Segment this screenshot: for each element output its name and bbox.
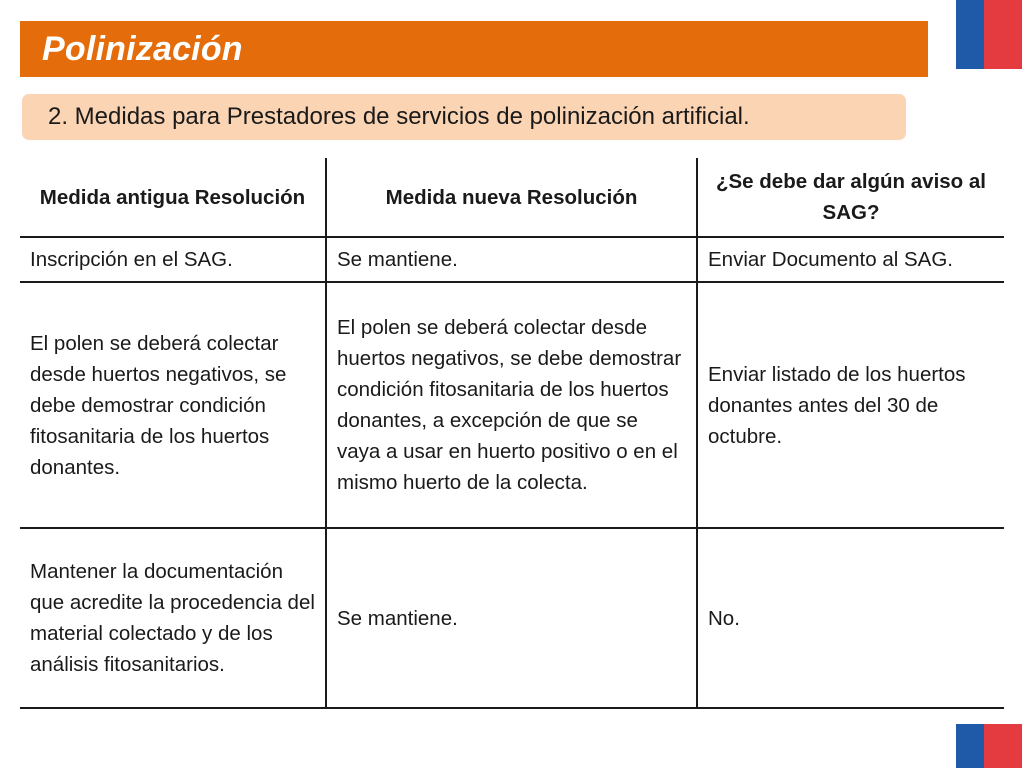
slide-title: Polinización bbox=[42, 29, 243, 68]
flag-mark-bottom bbox=[956, 724, 1022, 768]
table-row bbox=[20, 282, 1004, 528]
flag-blue-stripe bbox=[956, 0, 984, 69]
table-cell: No. bbox=[697, 528, 1004, 708]
table-header-row bbox=[20, 158, 1004, 237]
flag-blue-stripe bbox=[956, 724, 984, 768]
table-cell: Se mantiene. bbox=[326, 528, 697, 708]
title-bar bbox=[20, 21, 928, 77]
flag-red-stripe bbox=[984, 724, 1022, 768]
table-cell: Se mantiene. bbox=[326, 237, 697, 282]
table-cell: Enviar Documento al SAG. bbox=[697, 237, 1004, 282]
column-header-sag-notice: ¿Se debe dar algún aviso al SAG? bbox=[697, 158, 1004, 237]
table-row bbox=[20, 237, 1004, 282]
slide-subtitle: 2. Medidas para Prestadores de servicios de polinización artificial. bbox=[48, 103, 750, 130]
table-row bbox=[20, 528, 1004, 708]
column-header-old-measure: Medida antigua Resolución bbox=[20, 158, 326, 237]
flag-red-stripe bbox=[984, 0, 1022, 69]
subtitle-box bbox=[22, 94, 906, 140]
table-cell: Mantener la documentación que acredite la procedencia del material colectado y de los análisis fitosanitarios. bbox=[20, 528, 326, 708]
table-cell: Enviar listado de los huertos donantes antes del 30 de octubre. bbox=[697, 282, 1004, 528]
table-cell: El polen se deberá colectar desde huertos negativos, se debe demostrar condición fitosanitaria de los huertos donantes. bbox=[20, 282, 326, 528]
measures-table bbox=[20, 158, 1004, 709]
flag-mark-top bbox=[956, 0, 1022, 69]
column-header-new-measure: Medida nueva Resolución bbox=[326, 158, 697, 237]
table-cell: Inscripción en el SAG. bbox=[20, 237, 326, 282]
table-cell: El polen se deberá colectar desde huertos negativos, se debe demostrar condición fitosanitaria de los huertos donantes, a excepción de que se vaya a usar en huerto positivo o en el mismo huerto de la colecta. bbox=[326, 282, 697, 528]
